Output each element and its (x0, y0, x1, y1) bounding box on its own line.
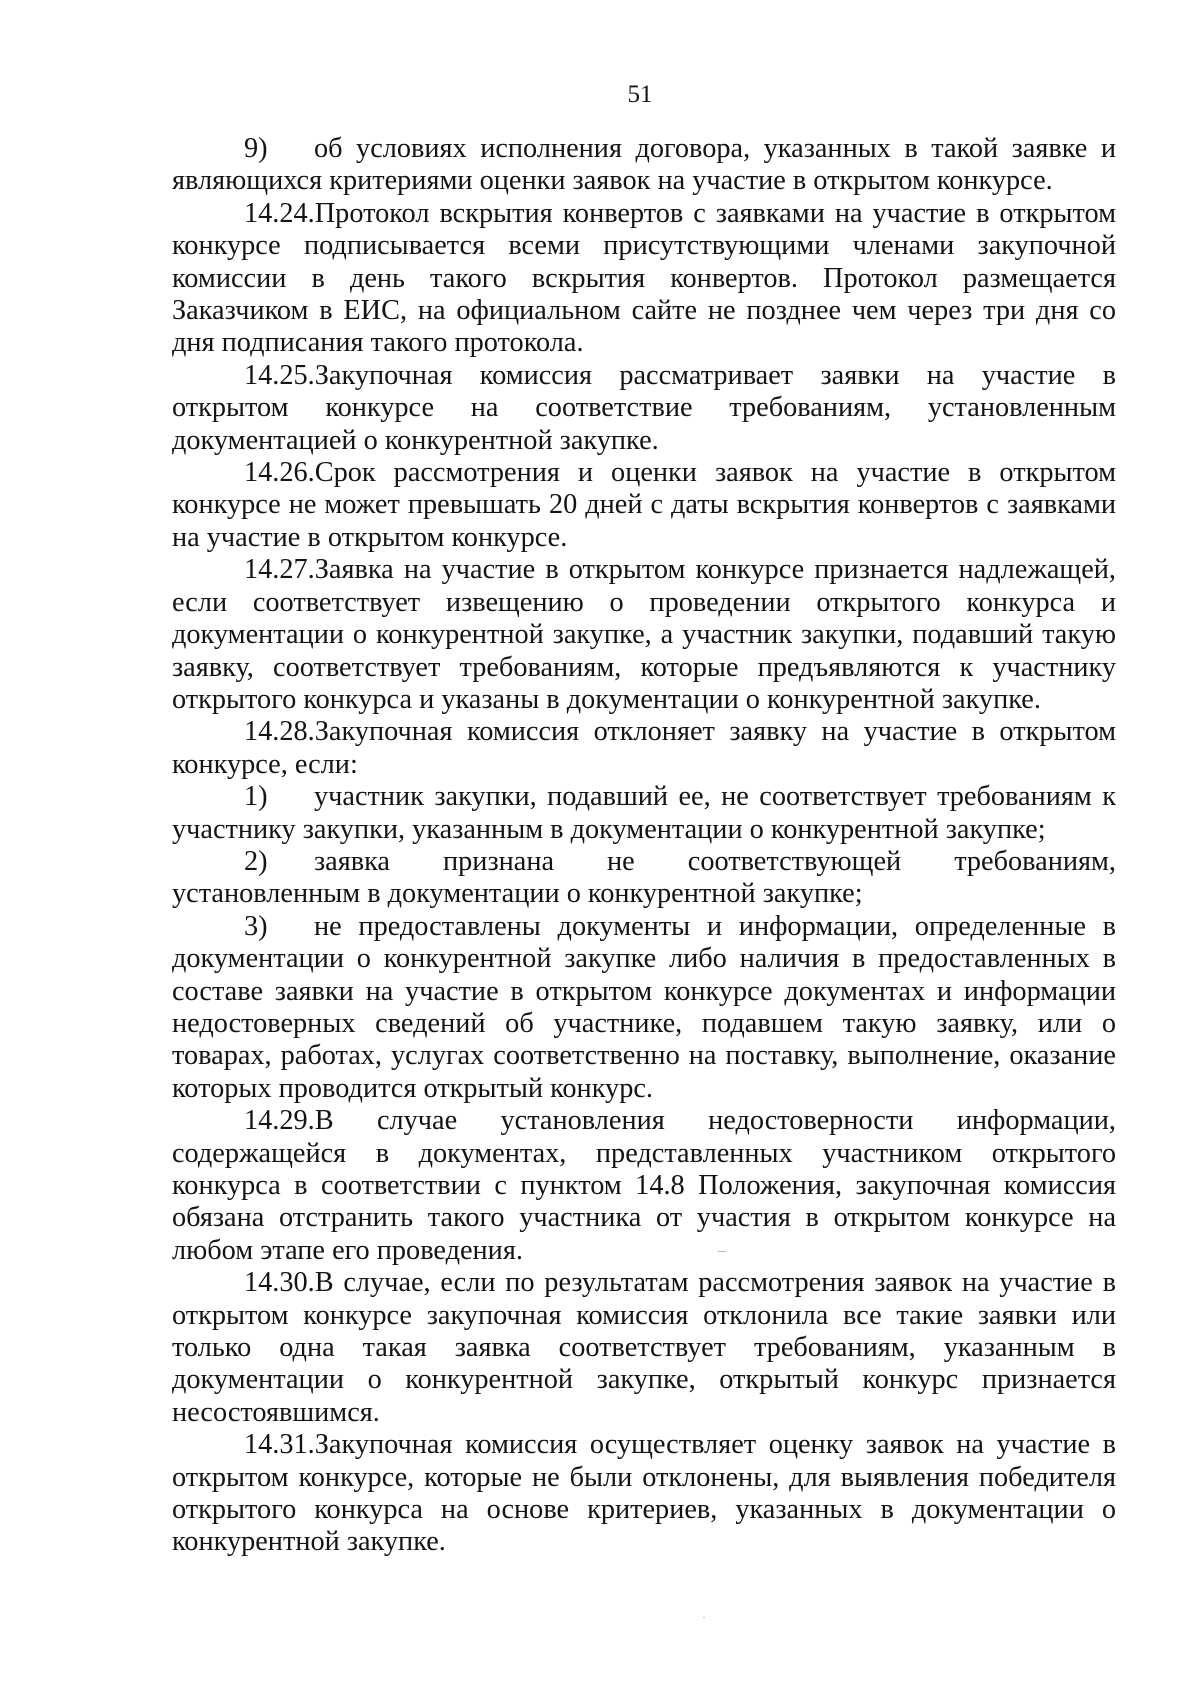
document-body (172, 133, 1116, 1559)
scan-artifact (718, 1251, 726, 1252)
paragraph: 14.26.Срок рассмотрения и оценки заявок на участие в открытом конкурсе не может превышать 20 дней с даты вскрытия конвертов с заявками на участие в открытом конкурсе. (172, 457, 1116, 553)
list-item-number: 9) (244, 133, 268, 164)
list-item (172, 846, 1116, 911)
paragraph: 14.24.Протокол вскрытия конвертов с заявками на участие в открытом конкурсе подписывается всеми присутствующими членами закупочной комиссии в день такого вскрытия конвертов. Протокол размещается Заказчиком в ЕИС, на официальном сайте не позднее чем через три дня со дня подписания такого протокола. (172, 197, 1116, 359)
paragraph: 14.31.Закупочная комиссия осуществляет оценку заявок на участие в открытом конкурсе, которые не были отклонены, для выявления победителя открытого конкурса на основе критериев, указанных в документации о конкурентной закупке. (172, 1429, 1116, 1558)
list-item-text: заявка признана не соответствующей требованиям, установленным в документации о конкурентной закупке; (172, 845, 1116, 910)
paragraph: 14.28.Закупочная комиссия отклоняет заявку на участие в открытом конкурсе, если: (172, 716, 1116, 780)
list-item (172, 133, 1116, 198)
paragraph: 14.27.Заявка на участие в открытом конкурсе признается надлежащей, если соответствует извещению о проведении открытого конкурса и документации о конкурентной закупке, а участник закупки, подавший такую заявку, соответствует требованиям, которые предъявляются к участнику открытого конкурса и указаны в документации о конкурентной закупке. (172, 554, 1116, 715)
list-item (172, 781, 1116, 846)
list-item-number: 3) (244, 910, 268, 942)
paragraph: 14.30.В случае, если по результатам рассмотрения заявок на участие в открытом конкурсе закупочная комиссия отклонила все такие заявки или только одна такая заявка соответствует требованиям, указанным в документации о конкурентной закупке, открытый конкурс признается несостоявшимся. (172, 1267, 1116, 1428)
paragraph: 14.29.В случае установления недостоверности информации, содержащейся в документах, представленных участником открытого конкурса в соответствии с пунктом 14.8 Положения, закупочная комиссия обязана отстранить такого участника от участия в открытом конкурсе на любом этапе его проведения. (172, 1105, 1116, 1266)
list-item-text: участник закупки, подавший ее, не соответствует требованиям к участнику закупки, указанным в документации о конкурентной закупке; (172, 781, 1116, 845)
list-item-text: не предоставлены документы и информации, определенные в документации о конкурентной закупке либо наличия в предоставленных в составе заявки на участие в открытом конкурсе документах и информации недостоверных сведений об участнике, подавшем такую заявку, или о товарах, работах, услугах соответственно на поставку, выполнение, оказание которых проводится открытый конкурс. (172, 910, 1116, 1104)
list-item (172, 911, 1116, 1105)
list-item-number: 1) (244, 781, 268, 813)
page-number: 51 (627, 81, 653, 108)
list-item-text: об условиях исполнения договора, указанных в такой заявке и являющихся критериями оценки заявок на участие в открытом конкурсе. (172, 133, 1116, 197)
scan-artifact (703, 1617, 705, 1618)
paragraph: 14.25.Закупочная комиссия рассматривает заявки на участие в открытом конкурсе на соответствие требованиям, установленным документацией о конкурентной закупке. (172, 359, 1116, 456)
list-item-number: 2) (244, 845, 268, 877)
